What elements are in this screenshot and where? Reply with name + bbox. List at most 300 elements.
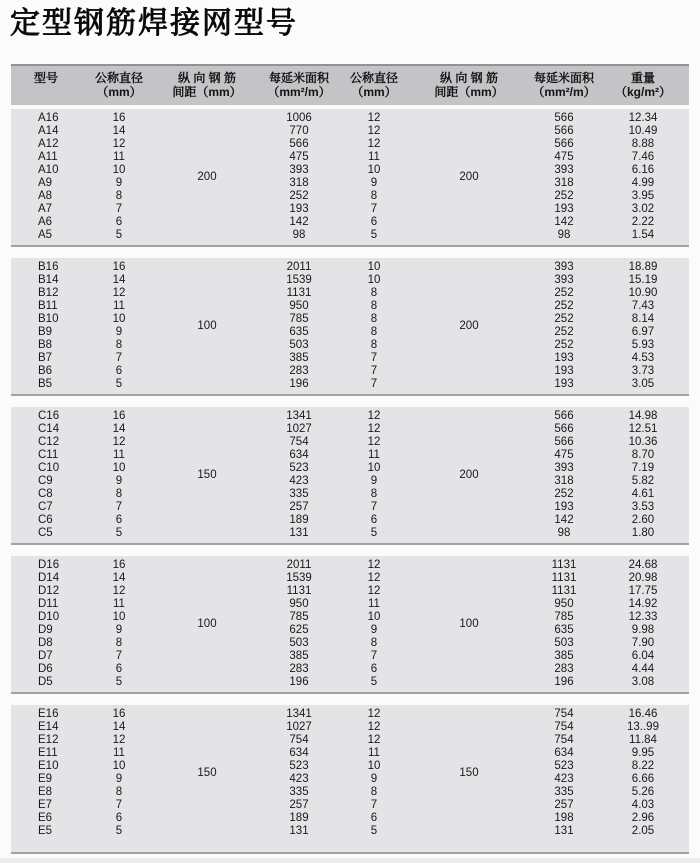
diameter-left-cell: 9 [115, 475, 123, 487]
diameter-left-cell: 10 [112, 462, 126, 474]
area-right-cell: 393 [554, 261, 574, 273]
area-left-cell: 283 [289, 365, 309, 377]
model-cell: E6 [38, 812, 53, 824]
diameter-left-cell: 10 [112, 164, 126, 176]
area-left-cell: 318 [289, 177, 309, 189]
diameter-right-cell: 8 [370, 637, 378, 649]
weight-cell: 5.26 [631, 786, 655, 798]
diameter-right-cell: 7 [370, 203, 378, 215]
model-cell: B16 [38, 261, 59, 273]
model-cell: C7 [38, 501, 53, 513]
area-right-cell: 566 [554, 423, 574, 435]
diameter-left-cell: 6 [115, 514, 123, 526]
area-right-cell: 318 [554, 475, 574, 487]
diameter-right-cell: 12 [367, 112, 381, 124]
area-left-cell: 252 [289, 190, 309, 202]
model-cell: D8 [38, 637, 53, 649]
diameter-left-cell: 5 [115, 825, 123, 837]
header-weight: 重量 （kg/m²） [614, 71, 671, 99]
table-section [11, 705, 689, 854]
area-right-cell: 503 [554, 637, 574, 649]
model-cell: D7 [38, 650, 53, 662]
area-right-cell: 393 [554, 274, 574, 286]
header-spacing-left: 纵 向 钢 筋 间距（mm） [172, 71, 242, 99]
diameter-right-cell: 12 [367, 585, 381, 597]
area-left-cell: 634 [289, 449, 309, 461]
weight-cell: 3.73 [631, 365, 655, 377]
table-section [11, 556, 689, 694]
weight-cell: 17.75 [628, 585, 658, 597]
header-area-right: 每延米面积 （mm²/m） [532, 71, 596, 99]
diameter-left-cell: 7 [115, 650, 123, 662]
diameter-left-cell: 12 [112, 287, 126, 299]
area-left-cell: 475 [289, 151, 309, 163]
diameter-right-cell: 6 [370, 216, 378, 228]
area-left-cell: 1341 [286, 410, 312, 422]
area-left-cell: 1027 [286, 423, 312, 435]
weight-cell: 20.98 [628, 572, 658, 584]
area-right-cell: 318 [554, 177, 574, 189]
diameter-left-cell: 14 [112, 721, 126, 733]
diameter-right-cell: 8 [370, 287, 378, 299]
area-left-cell: 950 [289, 300, 309, 312]
area-right-cell: 393 [554, 462, 574, 474]
diameter-left-cell: 8 [115, 190, 123, 202]
area-left-cell: 189 [289, 514, 309, 526]
diameter-right-cell: 10 [367, 462, 381, 474]
area-left-cell: 335 [289, 786, 309, 798]
area-right-cell: 423 [554, 773, 574, 785]
area-right-cell: 1131 [551, 585, 577, 597]
weight-cell: 12.33 [628, 611, 658, 623]
spacing-right-cell: 200 [459, 468, 479, 481]
weight-cell: 4.44 [631, 663, 655, 675]
weight-cell: 5.82 [631, 475, 655, 487]
weight-cell: 4.99 [631, 177, 655, 189]
weight-cell: 8.22 [631, 760, 655, 772]
weight-cell: 6.66 [631, 773, 655, 785]
diameter-left-cell: 14 [112, 572, 126, 584]
diameter-left-cell: 10 [112, 611, 126, 623]
area-right-cell: 98 [557, 527, 571, 539]
model-cell: E5 [38, 825, 53, 837]
diameter-left-cell: 11 [113, 151, 125, 163]
diameter-left-cell: 10 [112, 313, 126, 325]
diameter-left-cell: 11 [113, 300, 125, 312]
area-left-cell: 257 [289, 799, 309, 811]
diameter-right-cell: 8 [370, 190, 378, 202]
area-right-cell: 252 [554, 190, 574, 202]
weight-cell: 3.02 [631, 203, 655, 215]
weight-cell: 7.46 [631, 151, 655, 163]
spec-table [11, 64, 689, 854]
area-right-cell: 393 [554, 164, 574, 176]
area-right-cell: 198 [554, 812, 574, 824]
area-left-cell: 1027 [286, 721, 312, 733]
weight-cell: 12.34 [628, 112, 658, 124]
diameter-right-cell: 12 [367, 572, 381, 584]
area-right-cell: 950 [554, 598, 574, 610]
area-right-cell: 634 [554, 747, 574, 759]
area-right-cell: 193 [554, 501, 574, 513]
area-left-cell: 635 [289, 326, 309, 338]
weight-cell: 3.08 [631, 676, 655, 688]
diameter-right-cell: 7 [370, 365, 378, 377]
area-right-cell: 252 [554, 287, 574, 299]
area-right-cell: 523 [554, 760, 574, 772]
spacing-right-cell: 100 [459, 617, 479, 630]
diameter-right-cell: 12 [367, 125, 381, 137]
spacing-left-cell: 100 [197, 617, 217, 630]
header-model-label: 型号 [33, 71, 58, 85]
area-right-cell: 754 [554, 721, 574, 733]
model-cell: A8 [38, 190, 53, 202]
area-right-cell: 257 [554, 799, 574, 811]
header-diameter-right: 公称直径 （mm） [349, 71, 398, 99]
area-left-cell: 770 [289, 125, 309, 137]
diameter-left-cell: 16 [112, 112, 126, 124]
model-cell: E9 [38, 773, 53, 785]
weight-cell: 7.19 [631, 462, 655, 474]
area-left-cell: 754 [289, 734, 309, 746]
area-right-cell: 193 [554, 365, 574, 377]
model-cell: A16 [38, 112, 59, 124]
table-header [11, 64, 689, 105]
area-right-cell: 566 [554, 112, 574, 124]
diameter-left-cell: 5 [115, 527, 123, 539]
model-cell: E8 [38, 786, 53, 798]
weight-cell: 11.84 [629, 734, 657, 746]
diameter-left-cell: 11 [113, 747, 125, 759]
area-right-cell: 252 [554, 488, 574, 500]
weight-cell: 2.05 [631, 825, 655, 837]
area-right-cell: 475 [554, 151, 574, 163]
header-model [11, 71, 81, 99]
area-right-cell: 785 [554, 611, 574, 623]
weight-cell: 14.92 [628, 598, 658, 610]
diameter-right-cell: 10 [367, 164, 381, 176]
area-left-cell: 785 [289, 611, 309, 623]
table-section [11, 407, 689, 545]
model-cell: E10 [38, 760, 59, 772]
diameter-right-cell: 10 [367, 611, 381, 623]
area-left-cell: 950 [289, 598, 309, 610]
model-cell: A7 [38, 203, 53, 215]
diameter-left-cell: 7 [115, 501, 123, 513]
model-cell: C11 [38, 449, 59, 461]
diameter-right-cell: 12 [367, 721, 381, 733]
diameter-left-cell: 16 [112, 410, 126, 422]
area-left-cell: 196 [289, 378, 309, 390]
model-cell: A6 [38, 216, 53, 228]
area-right-cell: 98 [557, 229, 571, 241]
weight-cell: 6.97 [631, 326, 655, 338]
diameter-right-cell: 10 [367, 760, 381, 772]
area-left-cell: 1539 [286, 274, 312, 286]
diameter-left-cell: 16 [112, 559, 126, 571]
spacing-left-cell: 100 [197, 319, 217, 332]
page-title: 定型钢筋焊接网型号 [10, 7, 298, 40]
weight-cell: 1.54 [631, 229, 655, 241]
model-cell: B10 [38, 313, 59, 325]
area-left-cell: 523 [289, 462, 309, 474]
table-section [11, 258, 689, 396]
weight-cell: 8.88 [631, 138, 655, 150]
diameter-left-cell: 6 [115, 216, 123, 228]
area-left-cell: 193 [289, 203, 309, 215]
model-cell: A9 [38, 177, 53, 189]
area-left-cell: 625 [289, 624, 309, 636]
scan-edge [0, 858, 700, 863]
area-right-cell: 283 [554, 663, 574, 675]
diameter-right-cell: 11 [368, 747, 380, 759]
area-left-cell: 98 [292, 229, 306, 241]
diameter-left-cell: 5 [115, 229, 123, 241]
weight-cell: 4.61 [631, 488, 655, 500]
diameter-right-cell: 12 [367, 436, 381, 448]
spacing-right-cell: 150 [459, 766, 479, 779]
area-left-cell: 131 [289, 825, 309, 837]
diameter-left-cell: 11 [113, 449, 125, 461]
model-cell: B14 [38, 274, 59, 286]
header-spacing-right: 纵 向 钢 筋 间距（mm） [434, 71, 504, 99]
model-cell: A11 [38, 151, 58, 163]
area-right-cell: 196 [554, 676, 574, 688]
diameter-right-cell: 10 [367, 274, 381, 286]
area-left-cell: 503 [289, 339, 309, 351]
area-left-cell: 785 [289, 313, 309, 325]
weight-cell: 3.05 [631, 378, 655, 390]
header-area-left: 每延米面积 （mm²/m） [267, 71, 331, 99]
area-right-cell: 566 [554, 138, 574, 150]
diameter-left-cell: 7 [115, 352, 123, 364]
weight-cell: 3.95 [631, 190, 655, 202]
area-right-cell: 193 [554, 378, 574, 390]
diameter-left-cell: 9 [115, 624, 123, 636]
diameter-right-cell: 11 [368, 449, 380, 461]
model-cell: C12 [38, 436, 60, 448]
area-left-cell: 131 [289, 527, 309, 539]
diameter-left-cell: 12 [112, 138, 126, 150]
diameter-left-cell: 12 [112, 585, 126, 597]
model-cell: D12 [38, 585, 60, 597]
diameter-right-cell: 12 [367, 734, 381, 746]
diameter-left-cell: 14 [112, 274, 126, 286]
weight-cell: 12.51 [628, 423, 658, 435]
diameter-left-cell: 12 [112, 734, 126, 746]
area-left-cell: 1539 [286, 572, 312, 584]
diameter-right-cell: 8 [370, 300, 378, 312]
weight-cell: 16.46 [628, 708, 658, 720]
area-left-cell: 1131 [286, 287, 312, 299]
model-cell: E12 [38, 734, 59, 746]
area-right-cell: 566 [554, 125, 574, 137]
model-cell: C10 [38, 462, 60, 474]
weight-cell: 10.90 [628, 287, 658, 299]
model-cell: E11 [38, 747, 58, 759]
weight-cell: 10.36 [628, 436, 658, 448]
spacing-right-cell: 200 [459, 170, 479, 183]
weight-cell: 15.19 [628, 274, 658, 286]
header-diameter-left: 公称直径 （mm） [94, 71, 143, 99]
model-cell: B8 [38, 339, 53, 351]
model-cell: A14 [38, 125, 59, 137]
diameter-right-cell: 9 [370, 475, 378, 487]
diameter-right-cell: 12 [367, 708, 381, 720]
area-left-cell: 523 [289, 760, 309, 772]
weight-cell: 6.16 [631, 164, 655, 176]
weight-cell: 14.98 [628, 410, 658, 422]
weight-cell: 6.04 [631, 650, 655, 662]
diameter-left-cell: 12 [112, 436, 126, 448]
area-right-cell: 142 [554, 514, 574, 526]
model-cell: C16 [38, 410, 60, 422]
diameter-right-cell: 7 [370, 799, 378, 811]
model-cell: C6 [38, 514, 53, 526]
diameter-right-cell: 7 [370, 650, 378, 662]
model-cell: A12 [38, 138, 59, 150]
weight-cell: 8.14 [631, 313, 655, 325]
diameter-left-cell: 9 [115, 326, 123, 338]
model-cell: C5 [38, 527, 53, 539]
diameter-left-cell: 8 [115, 786, 123, 798]
area-right-cell: 252 [554, 339, 574, 351]
diameter-right-cell: 9 [370, 177, 378, 189]
area-right-cell: 754 [554, 708, 574, 720]
model-cell: E7 [38, 799, 53, 811]
area-right-cell: 252 [554, 313, 574, 325]
area-right-cell: 193 [554, 352, 574, 364]
table-sections [11, 109, 689, 854]
diameter-left-cell: 10 [112, 760, 126, 772]
diameter-right-cell: 8 [370, 488, 378, 500]
diameter-left-cell: 9 [115, 773, 123, 785]
model-cell: B9 [38, 326, 53, 338]
diameter-left-cell: 14 [112, 423, 126, 435]
area-left-cell: 634 [289, 747, 309, 759]
model-cell: E16 [38, 708, 59, 720]
diameter-right-cell: 5 [370, 527, 378, 539]
spacing-left-cell: 150 [197, 766, 217, 779]
weight-cell: 4.53 [631, 352, 655, 364]
model-cell: B6 [38, 365, 53, 377]
model-cell: D11 [38, 598, 59, 610]
diameter-right-cell: 6 [370, 812, 378, 824]
diameter-left-cell: 7 [115, 799, 123, 811]
area-left-cell: 754 [289, 436, 309, 448]
weight-cell: 10.49 [628, 125, 658, 137]
area-left-cell: 385 [289, 650, 309, 662]
area-right-cell: 252 [554, 300, 574, 312]
area-right-cell: 635 [554, 624, 574, 636]
area-right-cell: 566 [554, 436, 574, 448]
diameter-left-cell: 8 [115, 339, 123, 351]
diameter-left-cell: 5 [115, 676, 123, 688]
diameter-right-cell: 5 [370, 229, 378, 241]
diameter-left-cell: 14 [112, 125, 126, 137]
weight-cell: 2.96 [631, 812, 655, 824]
weight-cell: 5.93 [631, 339, 655, 351]
diameter-left-cell: 11 [113, 598, 125, 610]
area-left-cell: 503 [289, 637, 309, 649]
weight-cell: 13..99 [627, 721, 659, 733]
diameter-right-cell: 10 [367, 261, 381, 273]
weight-cell: 18.89 [628, 261, 658, 273]
diameter-left-cell: 6 [115, 365, 123, 377]
model-cell: D6 [38, 663, 53, 675]
area-left-cell: 393 [289, 164, 309, 176]
weight-cell: 24.68 [628, 559, 658, 571]
area-left-cell: 196 [289, 676, 309, 688]
diameter-left-cell: 16 [112, 708, 126, 720]
model-cell: C9 [38, 475, 53, 487]
diameter-right-cell: 7 [370, 501, 378, 513]
weight-cell: 4.03 [631, 799, 655, 811]
diameter-left-cell: 7 [115, 203, 123, 215]
area-left-cell: 283 [289, 663, 309, 675]
weight-cell: 8.70 [631, 449, 655, 461]
area-right-cell: 335 [554, 786, 574, 798]
diameter-right-cell: 8 [370, 313, 378, 325]
model-cell: B7 [38, 352, 53, 364]
model-cell: E14 [38, 721, 59, 733]
area-left-cell: 2011 [286, 559, 312, 571]
model-cell: A10 [38, 164, 59, 176]
weight-cell: 3.53 [631, 501, 655, 513]
diameter-left-cell: 6 [115, 812, 123, 824]
area-left-cell: 1131 [286, 585, 312, 597]
diameter-right-cell: 7 [370, 352, 378, 364]
area-left-cell: 423 [289, 475, 309, 487]
area-right-cell: 131 [554, 825, 574, 837]
diameter-right-cell: 9 [370, 773, 378, 785]
diameter-right-cell: 12 [367, 410, 381, 422]
area-right-cell: 252 [554, 326, 574, 338]
area-left-cell: 142 [289, 216, 309, 228]
weight-cell: 2.22 [631, 216, 655, 228]
model-cell: D16 [38, 559, 60, 571]
model-cell: C14 [38, 423, 60, 435]
area-left-cell: 257 [289, 501, 309, 513]
model-cell: D5 [38, 676, 53, 688]
area-right-cell: 754 [554, 734, 574, 746]
diameter-right-cell: 6 [370, 663, 378, 675]
area-left-cell: 1006 [286, 112, 312, 124]
diameter-left-cell: 8 [115, 637, 123, 649]
area-right-cell: 385 [554, 650, 574, 662]
model-cell: A5 [38, 229, 53, 241]
diameter-right-cell: 11 [368, 598, 380, 610]
area-left-cell: 2011 [286, 261, 312, 273]
diameter-right-cell: 12 [367, 138, 381, 150]
weight-cell: 1.80 [631, 527, 655, 539]
area-left-cell: 189 [289, 812, 309, 824]
model-cell: D10 [38, 611, 60, 623]
weight-cell: 7.90 [631, 637, 655, 649]
spacing-left-cell: 150 [197, 468, 217, 481]
area-left-cell: 1341 [286, 708, 312, 720]
diameter-right-cell: 5 [370, 825, 378, 837]
area-right-cell: 566 [554, 410, 574, 422]
diameter-right-cell: 5 [370, 676, 378, 688]
diameter-right-cell: 8 [370, 339, 378, 351]
area-right-cell: 1131 [551, 572, 577, 584]
diameter-right-cell: 6 [370, 514, 378, 526]
area-right-cell: 475 [554, 449, 574, 461]
weight-cell: 9.98 [631, 624, 655, 636]
table-section [11, 109, 689, 247]
spacing-right-cell: 200 [459, 319, 479, 332]
